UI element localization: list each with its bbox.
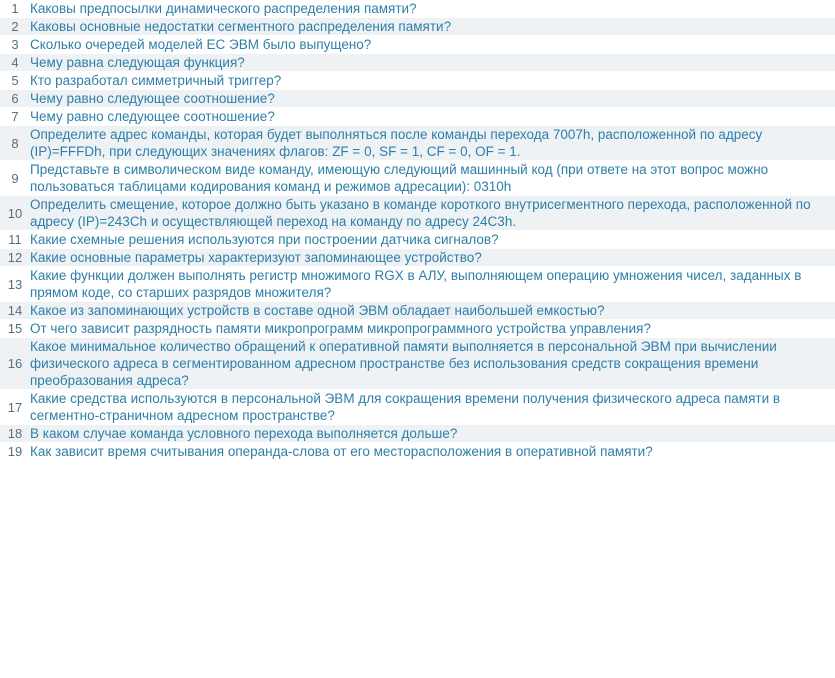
question-row [0, 390, 835, 425]
question-number: 17 [0, 390, 30, 425]
question-link[interactable]: Какие схемные решения используются при построении датчика сигналов? [30, 232, 499, 247]
question-number: 15 [0, 320, 30, 338]
question-number: 3 [0, 36, 30, 54]
question-link[interactable]: Чему равно следующее соотношение? [30, 91, 275, 106]
question-link[interactable]: Как зависит время считывания операнда-слова от его месторасположения в оперативной памяти? [30, 444, 653, 459]
question-number: 2 [0, 18, 30, 36]
question-text-cell [30, 302, 835, 320]
question-row [0, 36, 835, 54]
question-text-cell [30, 267, 835, 302]
question-text-cell [30, 231, 835, 249]
question-number: 19 [0, 443, 30, 461]
question-link[interactable]: Какие основные параметры характеризуют запоминающее устройство? [30, 250, 482, 265]
question-text-cell [30, 443, 835, 461]
question-row [0, 267, 835, 302]
question-text-cell [30, 90, 835, 108]
question-text-cell [30, 425, 835, 443]
question-number: 16 [0, 338, 30, 390]
question-link[interactable]: Каковы предпосылки динамического распределения памяти? [30, 1, 417, 16]
question-link[interactable]: Чему равно следующее соотношение? [30, 109, 275, 124]
question-text-cell [30, 108, 835, 126]
question-number: 14 [0, 302, 30, 320]
question-text-cell [30, 196, 835, 231]
question-number: 12 [0, 249, 30, 267]
question-link[interactable]: Определить смещение, которое должно быть указано в команде короткого внутрисегментного перехода, расположенной по адресу (IP)=243Ch и осуществляющей переход на команду по адресу 24C3h. [30, 197, 811, 229]
question-number: 9 [0, 161, 30, 196]
question-text-cell [30, 126, 835, 161]
question-row [0, 249, 835, 267]
question-row [0, 443, 835, 461]
question-text-cell [30, 338, 835, 390]
question-link[interactable]: Каковы основные недостатки сегментного распределения памяти? [30, 19, 452, 34]
question-row [0, 72, 835, 90]
question-link[interactable]: Сколько очередей моделей ЕС ЭВМ было выпущено? [30, 37, 372, 52]
question-row [0, 231, 835, 249]
question-text-cell [30, 320, 835, 338]
question-row [0, 18, 835, 36]
question-row [0, 126, 835, 161]
question-link[interactable]: Кто разработал симметричный триггер? [30, 73, 282, 88]
question-number: 1 [0, 0, 30, 18]
question-row [0, 54, 835, 72]
question-link[interactable]: Представьте в символическом виде команду, имеющую следующий машинный код (при ответе на этот вопрос можно пользоваться таблицами кодирования команд и режимов адресации): 0310h [30, 162, 769, 194]
question-number: 11 [0, 231, 30, 249]
question-link[interactable]: Какие функции должен выполнять регистр множимого RGX в АЛУ, выполняющем операцию умножения чисел, заданных в прямом коде, со старших разрядов множителя? [30, 268, 802, 300]
question-row [0, 90, 835, 108]
question-row [0, 0, 835, 18]
question-row [0, 108, 835, 126]
question-row [0, 302, 835, 320]
question-number: 18 [0, 425, 30, 443]
question-number: 13 [0, 267, 30, 302]
question-text-cell [30, 36, 835, 54]
question-number: 6 [0, 90, 30, 108]
question-link[interactable]: В каком случае команда условного перехода выполняется дольше? [30, 426, 458, 441]
question-row [0, 196, 835, 231]
question-row [0, 338, 835, 390]
question-number: 7 [0, 108, 30, 126]
question-row [0, 320, 835, 338]
question-link[interactable]: Определите адрес команды, которая будет выполняться после команды перехода 7007h, расположенной по адресу (IP)=FFFDh, при следующих значениях флагов: ZF = 0, SF = 1, CF = 0, OF = 1. [30, 127, 763, 159]
question-link[interactable]: Какое минимальное количество обращений к оперативной памяти выполняется в персональной ЭВМ при вычислении физического адреса в сегментированном адресном пространстве без использования средств сокращения времени преобразования адреса? [30, 339, 777, 388]
question-number: 5 [0, 72, 30, 90]
question-text-cell [30, 390, 835, 425]
question-link[interactable]: От чего зависит разрядность памяти микропрограмм микропрограммного устройства управления? [30, 321, 651, 336]
question-number: 4 [0, 54, 30, 72]
question-link[interactable]: Чему равна следующая функция? [30, 55, 245, 70]
question-row [0, 161, 835, 196]
question-text-cell [30, 161, 835, 196]
question-link[interactable]: Какие средства используются в персональной ЭВМ для сокращения времени получения физического адреса памяти в сегментно-страничном адресном пространстве? [30, 391, 781, 423]
question-text-cell [30, 249, 835, 267]
question-text-cell [30, 0, 835, 18]
question-text-cell [30, 18, 835, 36]
question-row [0, 425, 835, 443]
question-text-cell [30, 54, 835, 72]
question-link[interactable]: Какое из запоминающих устройств в составе одной ЭВМ обладает наибольшей емкостью? [30, 303, 605, 318]
question-number: 8 [0, 126, 30, 161]
question-text-cell [30, 72, 835, 90]
question-number: 10 [0, 196, 30, 231]
